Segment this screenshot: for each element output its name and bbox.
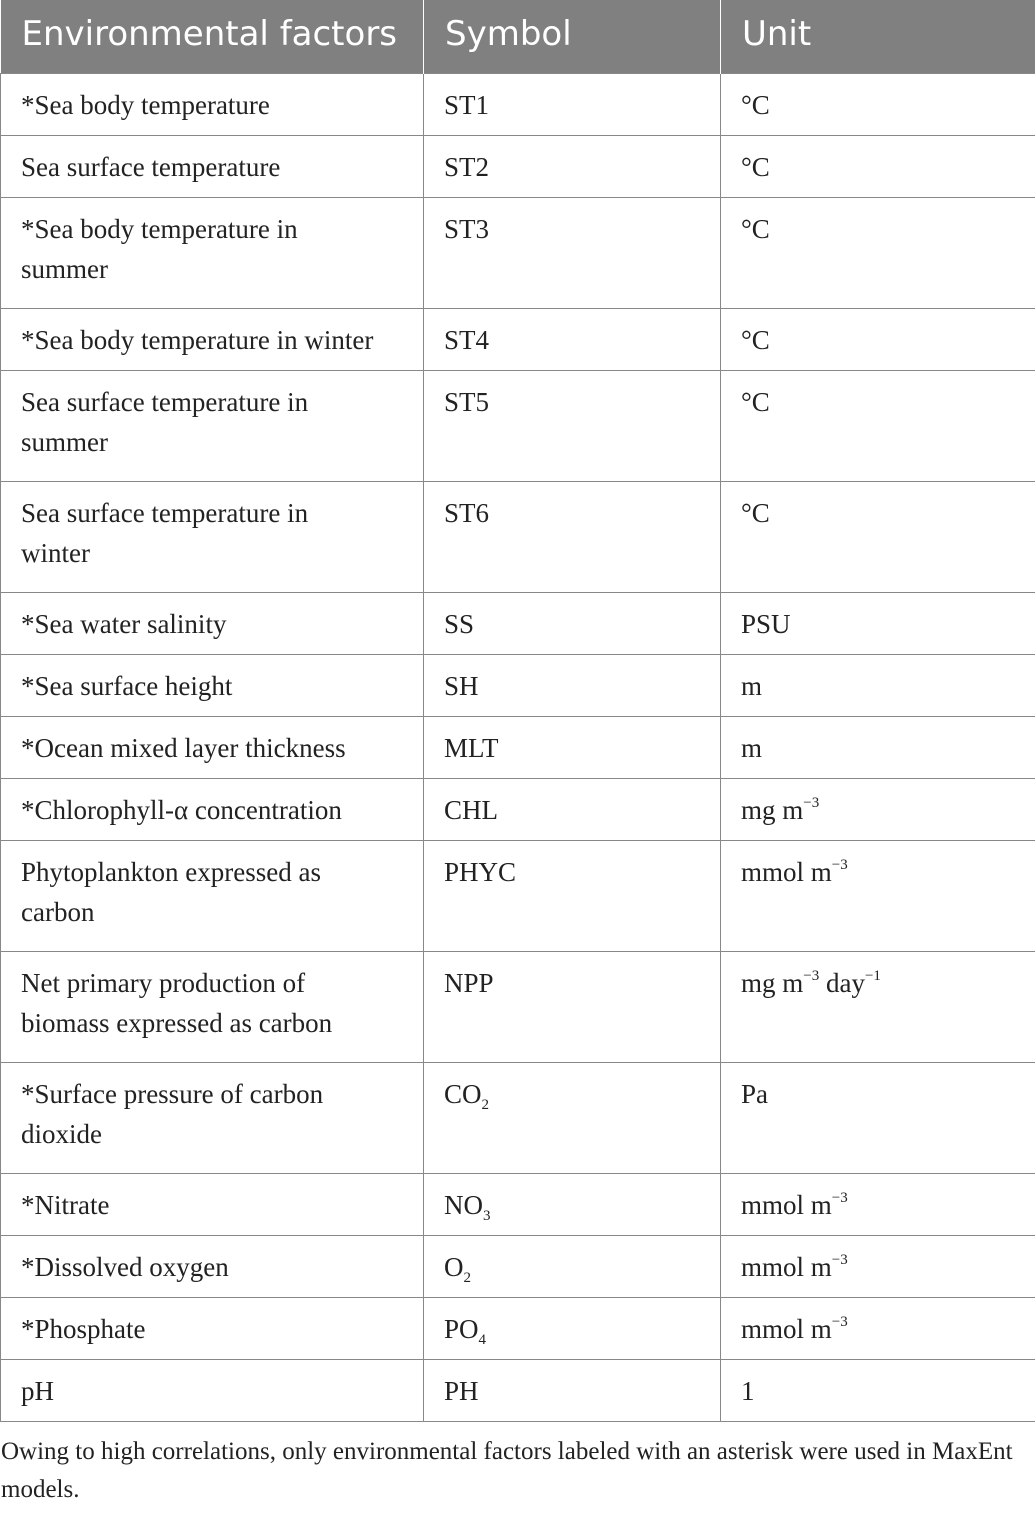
unit-text: 1 — [741, 1375, 755, 1406]
factor-text: *Sea surface height — [21, 670, 233, 701]
symbol-text: SS — [444, 608, 475, 639]
factor-cell — [1, 840, 424, 951]
unit-cell — [721, 1173, 1035, 1235]
factor-text: *Sea body temperature in winter — [21, 324, 374, 355]
factor-text: pH — [21, 1375, 54, 1406]
table-row — [1, 654, 1035, 716]
unit-cell — [721, 654, 1035, 716]
unit-text: °C — [741, 324, 770, 355]
unit-text: Pa — [741, 1078, 768, 1109]
unit-text: mmol $m^{-3}$ — [741, 1189, 848, 1220]
unit-cell — [721, 951, 1035, 1062]
factor-cell — [1, 308, 424, 370]
unit-cell — [721, 1062, 1035, 1173]
symbol-cell — [424, 716, 721, 778]
symbol-cell — [424, 654, 721, 716]
symbol-text: MLT — [444, 732, 499, 763]
symbol-cell — [424, 135, 721, 197]
table-footnote: Owing to high correlations, only environmental factors labeled with an asterisk were used in MaxEnt models. — [1, 1438, 1013, 1503]
unit-cell — [721, 481, 1035, 592]
unit-text: mmol $m^{-3}$ — [741, 856, 848, 887]
unit-text: mg $m^{-3}$ — [741, 794, 820, 825]
unit-text: mg $m^{-3}$ day$^{-1}$ — [741, 967, 881, 998]
symbol-cell — [424, 197, 721, 308]
factor-text: *Phosphate — [21, 1313, 146, 1344]
factor-text: summer — [21, 426, 108, 457]
symbol-cell — [424, 1235, 721, 1297]
factor-text: dioxide — [21, 1118, 102, 1149]
symbol-cell — [424, 73, 721, 135]
table-row — [1, 1235, 1035, 1297]
factor-text: *Sea body temperature in — [21, 213, 298, 244]
header-symbol: Symbol — [424, 0, 721, 73]
table-row — [1, 1062, 1035, 1173]
symbol-text: ST2 — [444, 151, 490, 182]
factor-cell — [1, 197, 424, 308]
factor-text: *Dissolved oxygen — [21, 1251, 229, 1282]
factor-cell — [1, 481, 424, 592]
factor-cell — [1, 370, 424, 481]
factor-cell — [1, 592, 424, 654]
factor-cell — [1, 1062, 424, 1173]
factor-text: *Nitrate — [21, 1189, 110, 1220]
unit-cell — [721, 135, 1035, 197]
unit-text: °C — [741, 151, 770, 182]
symbol-cell — [424, 481, 721, 592]
factor-cell — [1, 1235, 424, 1297]
unit-text: m — [741, 732, 763, 763]
symbol-text: $NO_3$ — [444, 1189, 491, 1224]
symbol-cell — [424, 1297, 721, 1359]
factor-text: *Sea body temperature — [21, 89, 270, 120]
unit-cell — [721, 1235, 1035, 1297]
table-row — [1, 716, 1035, 778]
factor-text: *Surface pressure of carbon — [21, 1078, 324, 1109]
factor-text: summer — [21, 253, 108, 284]
table-row — [1, 308, 1035, 370]
symbol-cell — [424, 778, 721, 840]
symbol-text: SH — [444, 670, 479, 701]
symbol-cell — [424, 592, 721, 654]
symbol-cell — [424, 308, 721, 370]
symbol-text: ST5 — [444, 386, 490, 417]
unit-cell — [721, 73, 1035, 135]
symbol-text: PH — [444, 1375, 479, 1406]
factor-cell — [1, 716, 424, 778]
factor-text: *Chlorophyll-α concentration — [21, 794, 342, 825]
table-row — [1, 951, 1035, 1062]
table-row — [1, 1359, 1035, 1421]
header-environmental-factors: Environmental factors — [1, 0, 424, 73]
unit-cell — [721, 197, 1035, 308]
symbol-text: $O_2$ — [444, 1251, 471, 1286]
unit-cell — [721, 592, 1035, 654]
unit-cell — [721, 840, 1035, 951]
unit-text: °C — [741, 89, 770, 120]
factor-text: Sea surface temperature — [21, 151, 281, 182]
unit-cell — [721, 1297, 1035, 1359]
table-row — [1, 840, 1035, 951]
symbol-text: CHL — [444, 794, 498, 825]
unit-text: °C — [741, 497, 770, 528]
table-body — [1, 73, 1035, 1421]
factor-cell — [1, 654, 424, 716]
factor-text: carbon — [21, 896, 95, 927]
header-unit: Unit — [721, 0, 1035, 73]
symbol-text: ST3 — [444, 213, 490, 244]
header-row — [1, 0, 1035, 73]
factor-text: Phytoplankton expressed as — [21, 856, 321, 887]
factor-cell — [1, 778, 424, 840]
unit-text: PSU — [741, 608, 791, 639]
symbol-cell — [424, 1062, 721, 1173]
table-row — [1, 197, 1035, 308]
table-row — [1, 135, 1035, 197]
factor-text: Sea surface temperature in — [21, 386, 309, 417]
symbol-cell — [424, 1173, 721, 1235]
unit-cell — [721, 308, 1035, 370]
table-row — [1, 481, 1035, 592]
unit-cell — [721, 778, 1035, 840]
unit-text: °C — [741, 213, 770, 244]
symbol-text: $CO_2$ — [444, 1078, 490, 1113]
table-row — [1, 592, 1035, 654]
symbol-cell — [424, 951, 721, 1062]
factor-text: Sea surface temperature in — [21, 497, 309, 528]
symbol-cell — [424, 370, 721, 481]
unit-cell — [721, 1359, 1035, 1421]
factor-text: winter — [21, 537, 90, 568]
table-row — [1, 370, 1035, 481]
symbol-cell — [424, 1359, 721, 1421]
table-row — [1, 1297, 1035, 1359]
symbol-text: ST6 — [444, 497, 490, 528]
table-row — [1, 1173, 1035, 1235]
table-row — [1, 73, 1035, 135]
factor-cell — [1, 1173, 424, 1235]
symbol-cell — [424, 840, 721, 951]
unit-text: °C — [741, 386, 770, 417]
symbol-text: PHYC — [444, 856, 517, 887]
factor-text: *Ocean mixed layer thickness — [21, 732, 346, 763]
unit-text: mmol $m^{-3}$ — [741, 1251, 848, 1282]
factor-text: biomass expressed as carbon — [21, 1007, 333, 1038]
factor-cell — [1, 951, 424, 1062]
factor-cell — [1, 73, 424, 135]
factor-cell — [1, 135, 424, 197]
factor-cell — [1, 1359, 424, 1421]
factor-cell — [1, 1297, 424, 1359]
symbol-text: NPP — [444, 967, 494, 998]
unit-text: m — [741, 670, 763, 701]
symbol-text: ST4 — [444, 324, 490, 355]
symbol-text: ST1 — [444, 89, 490, 120]
symbol-text: $PO_4$ — [444, 1313, 487, 1348]
table-row — [1, 778, 1035, 840]
unit-cell — [721, 370, 1035, 481]
factor-text: Net primary production of — [21, 967, 306, 998]
factor-text: *Sea water salinity — [21, 608, 227, 639]
unit-text: mmol $m^{-3}$ — [741, 1313, 848, 1344]
unit-cell — [721, 716, 1035, 778]
table-header — [1, 0, 1035, 73]
